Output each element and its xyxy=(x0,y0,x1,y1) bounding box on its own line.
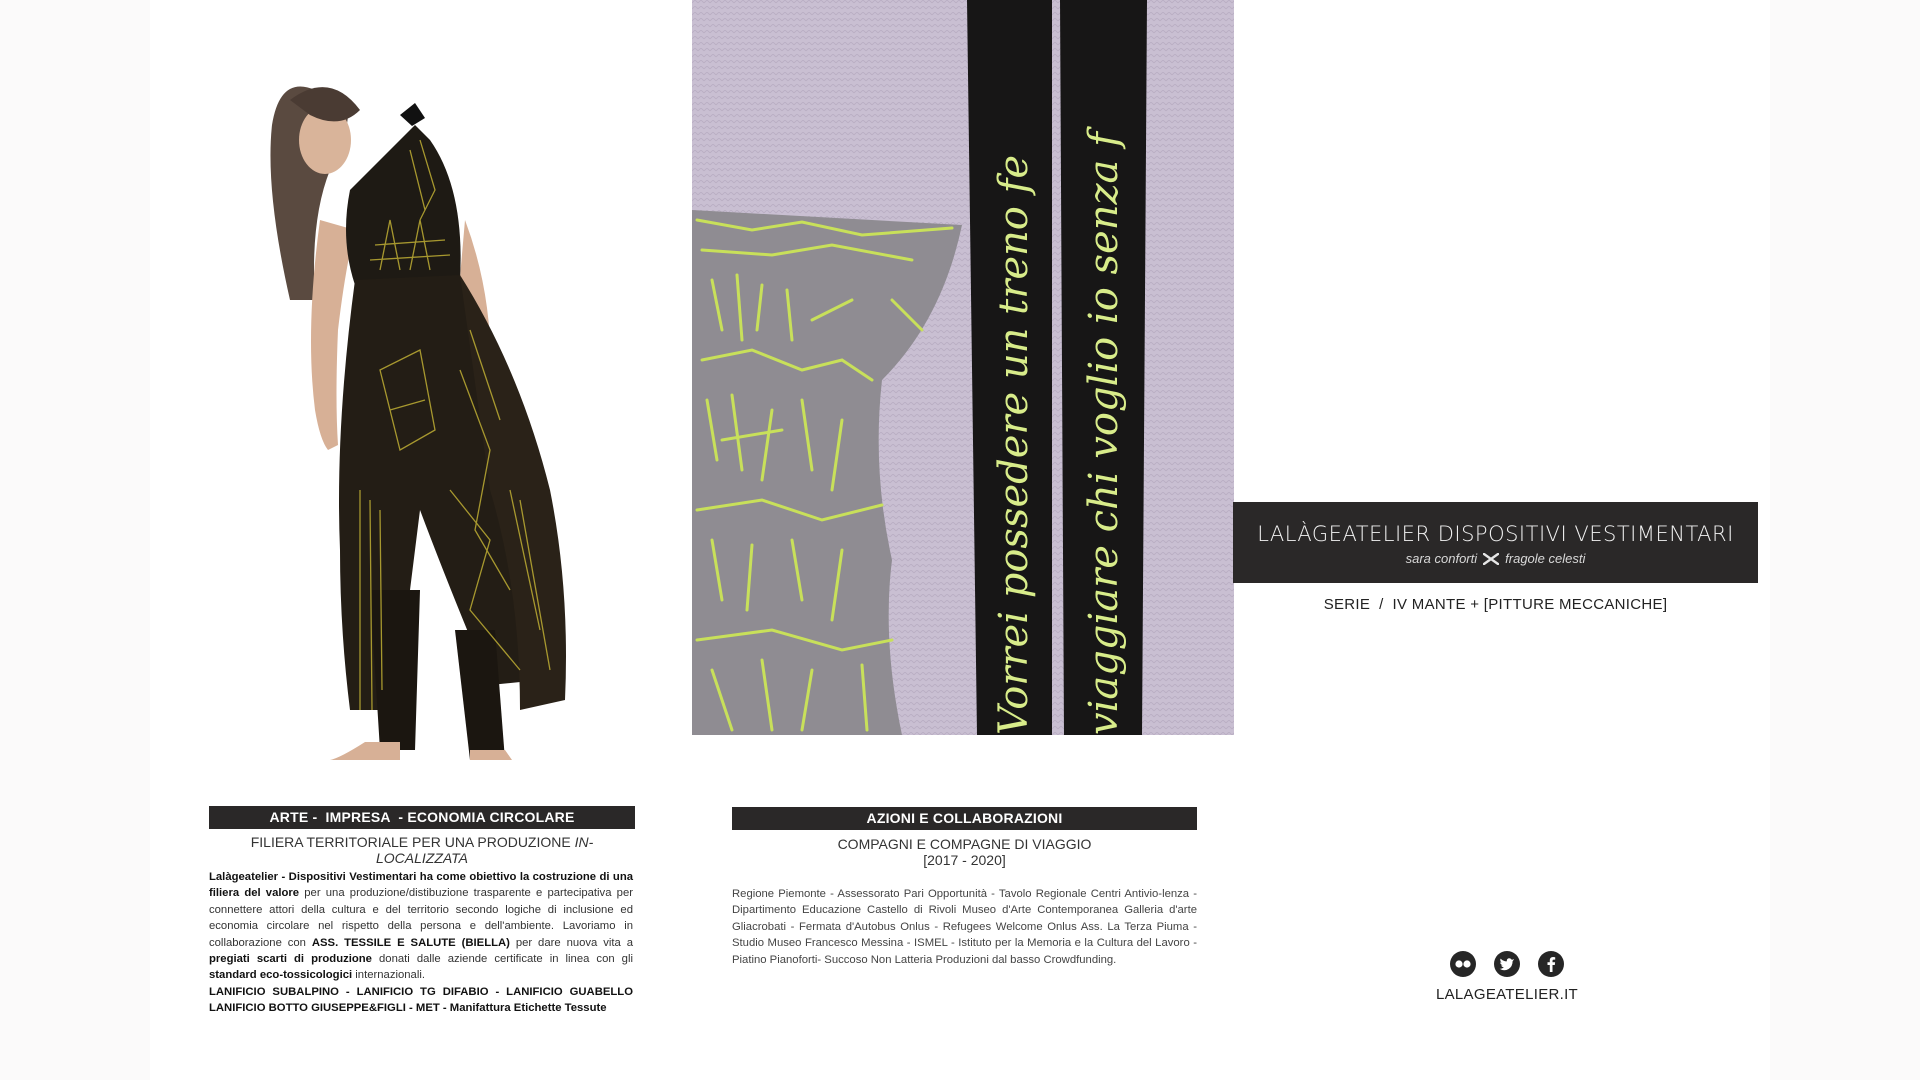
subheading-line-2: [2017 - 2020] xyxy=(923,852,1006,868)
body-bold-2: ASS. TESSILE E SALUTE (BIELLA) xyxy=(311,936,510,949)
facebook-icon[interactable] xyxy=(1538,951,1564,977)
ribbon-text-2: viaggiare chi voglio io senza f xyxy=(1081,132,1127,735)
section-subheading-compagni xyxy=(732,836,1197,868)
body-text-1: per una produzione/distibuzione trasparente e partecipativa per connettere attori della cultura e del territorio secondo logiche di inclusione ed economia circolare nel rispetto della persona e dell'ambiente. Lavoriamo in collaborazione con xyxy=(209,887,633,949)
social-links xyxy=(1450,951,1564,977)
body-bold-3: pregiati scarti di produzione xyxy=(209,953,372,966)
section-body-arte xyxy=(209,869,633,1017)
title-banner xyxy=(1233,502,1758,583)
section-heading-azioni: AZIONI E COLLABORAZIONI xyxy=(732,807,1197,830)
body-text-3: donati dalle aziende certificate in linea con gli xyxy=(371,953,633,966)
brand-name: fragole celesti xyxy=(1505,551,1586,566)
body-bold-partners: LANIFICIO SUBALPINO - LANIFICIO TG DIFABIO - LANIFICIO GUABELLO LANIFICIO BOTTO GIUSEPPE&FIGLI - MET - Manifattura Etichette Tessute xyxy=(209,985,633,1015)
series-label: SERIE / IV MANTE + [PITTURE MECCANICHE] xyxy=(1323,596,1668,613)
twitter-icon[interactable] xyxy=(1494,951,1520,977)
flickr-icon[interactable] xyxy=(1450,951,1476,977)
model-figure-image xyxy=(220,70,640,760)
subheading-text: FILIERA TERRITORIALE PER UNA PRODUZIONE xyxy=(250,834,575,850)
body-text-2: per dare nuova vita a xyxy=(509,936,633,949)
body-bold-1: Lalàgeatelier - Dispositivi Vestimentari ha come obiettivo la costruzione di una filiera del valore xyxy=(209,871,633,900)
author-name: sara conforti xyxy=(1405,551,1478,566)
website-link[interactable]: LALAGEATELIER.IT xyxy=(1435,986,1579,1003)
ribbon-text-1: Vorrei possedere un treno fe xyxy=(991,154,1037,735)
section-body-azioni: Regione Piemonte - Assessorato Pari Opportunità - Tavolo Regionale Centri Antivio-lenza - Dipartimento Educazione Castello di Rivoli Museo d'Arte Contemporanea Galleria d'arte Gliacrobati - Fermata d'Autobus Onlus - Refugees Welcome Onlus Ass. La Terza Piuma - Studio Museo Francesco Messina - ISMEL - Istituto per la Memoria e la Cultura del Lavoro - Piatino Pianoforti- Succoso Non Latteria Produzioni dal basso Crowdfunding. xyxy=(732,888,1197,966)
subheading-line-1: COMPAGNI E COMPAGNE DI VIAGGIO xyxy=(837,836,1092,852)
banner-subtitle xyxy=(1233,551,1758,566)
section-subheading-filiera xyxy=(209,834,635,866)
body-bold-4: standard eco-tossicologici xyxy=(209,969,353,982)
body-text-4: internazionali. xyxy=(352,969,425,982)
banner-title: LALÀGEATELIER DISPOSITIVI VESTIMENTARI xyxy=(1257,522,1734,546)
cross-icon xyxy=(1483,553,1499,565)
section-heading-arte: ARTE - IMPRESA - ECONOMIA CIRCOLARE xyxy=(209,806,635,829)
subheading-italic: IN-LOCALIZZATA xyxy=(375,834,594,866)
embroidery-detail-image xyxy=(692,0,1234,735)
